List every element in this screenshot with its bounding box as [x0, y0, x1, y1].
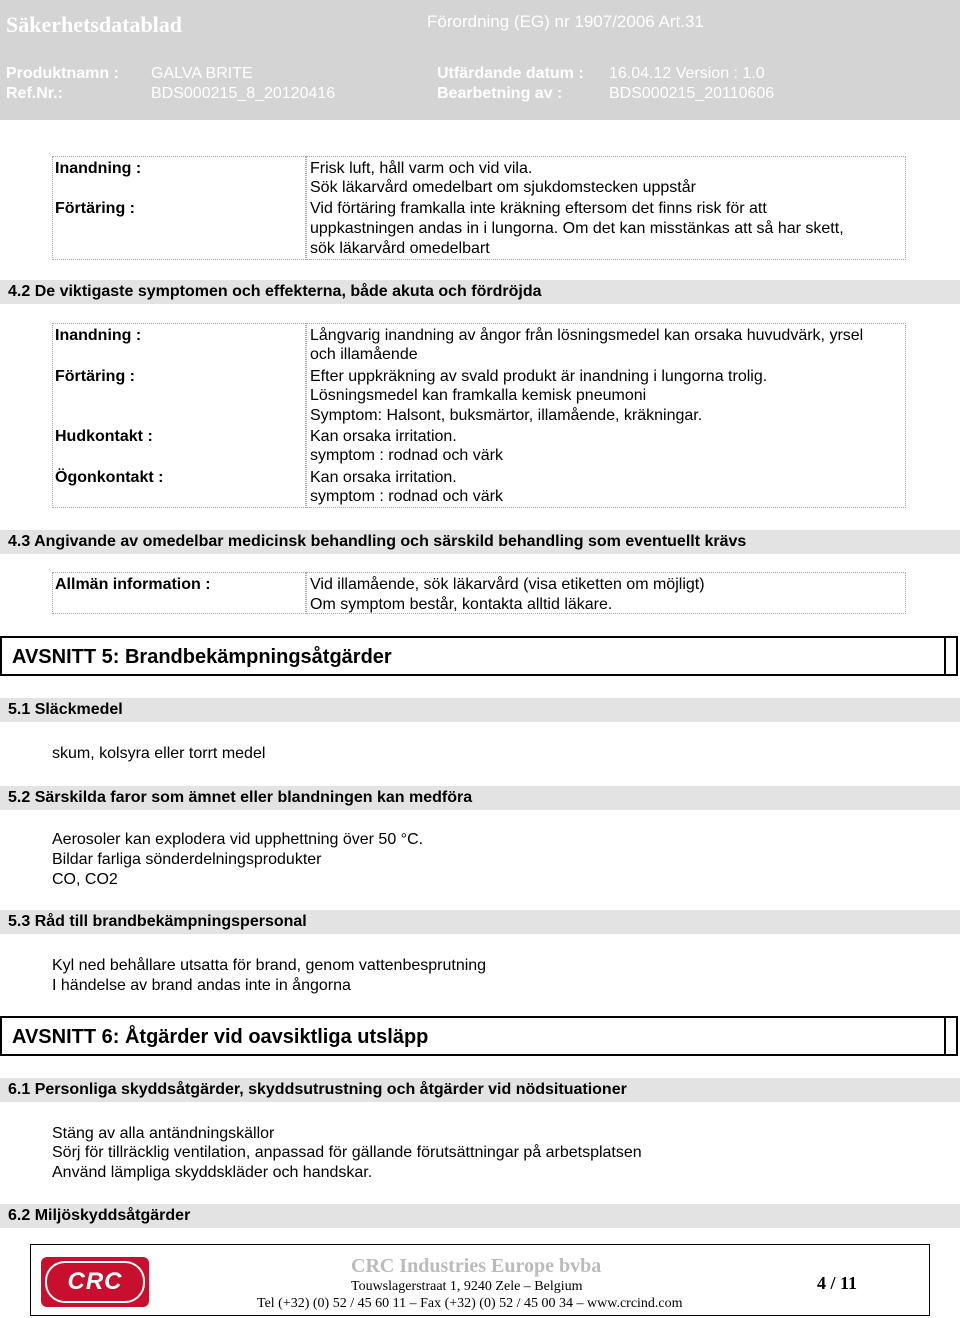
- page-footer: [30, 1244, 930, 1316]
- general-info-label: Allmän information :: [55, 576, 211, 593]
- first-aid-line: sök läkarvård omedelbart: [310, 240, 490, 257]
- subsection-6-2-heading: [0, 1204, 960, 1228]
- firefighter-advice-line: I händelse av brand andas inte in ångorna: [52, 977, 351, 994]
- skin-contact-label: Hudkontakt :: [55, 428, 153, 445]
- symptom-line: Symptom: Halsont, buksmärtor, illamående, kräkningar.: [310, 407, 703, 424]
- symptom-line: Efter uppkräkning av svald produkt är inandning i lungorna trolig.: [310, 368, 768, 385]
- eye-contact-label: Ögonkontakt :: [55, 469, 164, 486]
- inhalation-label: Inandning :: [55, 327, 142, 344]
- first-aid-line: uppkastningen andas in i lungorna. Om det kan misstänkas att så har skett,: [310, 220, 844, 237]
- ingestion-label: Förtäring :: [55, 200, 135, 217]
- issue-date-label: Utfärdande datum :: [437, 65, 584, 82]
- ref-number-label: Ref.Nr.:: [6, 85, 63, 102]
- general-info-line: Om symptom består, kontakta alltid läkare.: [310, 596, 613, 613]
- edited-by-value: BDS000215_20110606: [609, 85, 775, 102]
- section-6-heading: [0, 1016, 958, 1056]
- symptom-line: Kan orsaka irritation.: [310, 428, 457, 445]
- header-info-band: [0, 56, 960, 108]
- subsection-6-1-title: 6.1 Personliga skyddsåtgärder, skyddsutrustning och åtgärder vid nödsituationer: [8, 1081, 627, 1098]
- subsection-6-1-heading: [0, 1078, 960, 1102]
- document-header: [0, 0, 960, 120]
- regulation-reference: Förordning (EG) nr 1907/2006 Art.31: [427, 12, 704, 31]
- personal-precautions-line: Sörj för tillräcklig ventilation, anpassad för gällande förutsättningar på arbetsplatsen: [52, 1144, 642, 1161]
- subsection-5-2-heading: [0, 786, 960, 810]
- symptom-line: symptom : rodnad och värk: [310, 488, 503, 505]
- subsection-4-3-heading: [0, 530, 960, 554]
- personal-precautions-line: Stäng av alla antändningskällor: [52, 1125, 275, 1142]
- special-hazards-line: Aerosoler kan explodera vid upphettning över 50 °C.: [52, 831, 424, 848]
- ingestion-label: Förtäring :: [55, 368, 135, 385]
- general-info-line: Vid illamående, sök läkarvård (visa etiketten om möjligt): [310, 576, 705, 593]
- issue-date-value: 16.04.12 Version : 1.0: [609, 65, 765, 82]
- subsection-6-2-title: 6.2 Miljöskyddsåtgärder: [8, 1207, 191, 1224]
- logo-text: CRC: [67, 1268, 123, 1295]
- ref-number-value: BDS000215_8_20120416: [151, 85, 336, 102]
- product-name-label: Produktnamn :: [6, 65, 119, 82]
- subsection-4-3-title: 4.3 Angivande av omedelbar medicinsk behandling och särskild behandling som eventuellt krävs: [8, 533, 747, 550]
- company-name: CRC Industries Europe bvba: [351, 1255, 602, 1277]
- special-hazards-line: Bildar farliga sönderdelningsprodukter: [52, 851, 322, 868]
- first-aid-line: Frisk luft, håll varm och vid vila.: [310, 160, 533, 177]
- subsection-5-1-title: 5.1 Släckmedel: [8, 701, 123, 718]
- document-title: Säkerhetsdatablad: [6, 12, 183, 37]
- inhalation-label: Inandning :: [55, 160, 142, 177]
- subsection-5-3-title: 5.3 Råd till brandbekämpningspersonal: [8, 913, 307, 930]
- crc-logo: [41, 1257, 149, 1307]
- firefighter-advice-line: Kyl ned behållare utsatta för brand, genom vattenbesprutning: [52, 957, 487, 974]
- first-aid-line: Vid förtäring framkalla inte kräkning eftersom det finns risk för att: [310, 200, 767, 217]
- edited-by-label: Bearbetning av :: [437, 85, 563, 102]
- first-aid-line: Sök läkarvård omedelbart om sjukdomstecken uppstår: [310, 179, 696, 196]
- product-name-value: GALVA BRITE: [151, 65, 253, 82]
- page-number: 4 / 11: [817, 1273, 858, 1293]
- section-6-title: AVSNITT 6: Åtgärder vid oavsiktliga utsläpp: [12, 1026, 429, 1048]
- symptom-line: och illamående: [310, 346, 418, 363]
- company-contact: Tel (+32) (0) 52 / 45 60 11 – Fax (+32) (0) 52 / 45 00 34 – www.crcind.com: [257, 1296, 683, 1311]
- section-5-title: AVSNITT 5: Brandbekämpningsåtgärder: [12, 646, 392, 668]
- symptom-line: Lösningsmedel kan framkalla kemisk pneumoni: [310, 387, 647, 404]
- symptom-line: Långvarig inandning av ångor från lösningsmedel kan orsaka huvudvärk, yrsel: [310, 327, 864, 344]
- symptom-line: Kan orsaka irritation.: [310, 469, 457, 486]
- subsection-5-3-heading: [0, 910, 960, 934]
- subsection-4-2-heading: [0, 280, 960, 304]
- company-address: Touwslagerstraat 1, 9240 Zele – Belgium: [351, 1279, 583, 1294]
- section-5-heading: [0, 636, 958, 676]
- special-hazards-line: CO, CO2: [52, 871, 118, 888]
- subsection-5-2-title: 5.2 Särskilda faror som ämnet eller blandningen kan medföra: [8, 789, 473, 806]
- extinguishing-media-text: skum, kolsyra eller torrt medel: [52, 745, 266, 762]
- subsection-4-2-title: 4.2 De viktigaste symptomen och effekterna, både akuta och fördröjda: [8, 283, 542, 300]
- personal-precautions-line: Använd lämpliga skyddskläder och handskar.: [52, 1164, 373, 1181]
- subsection-5-1-heading: [0, 698, 960, 722]
- symptom-line: symptom : rodnad och värk: [310, 447, 503, 464]
